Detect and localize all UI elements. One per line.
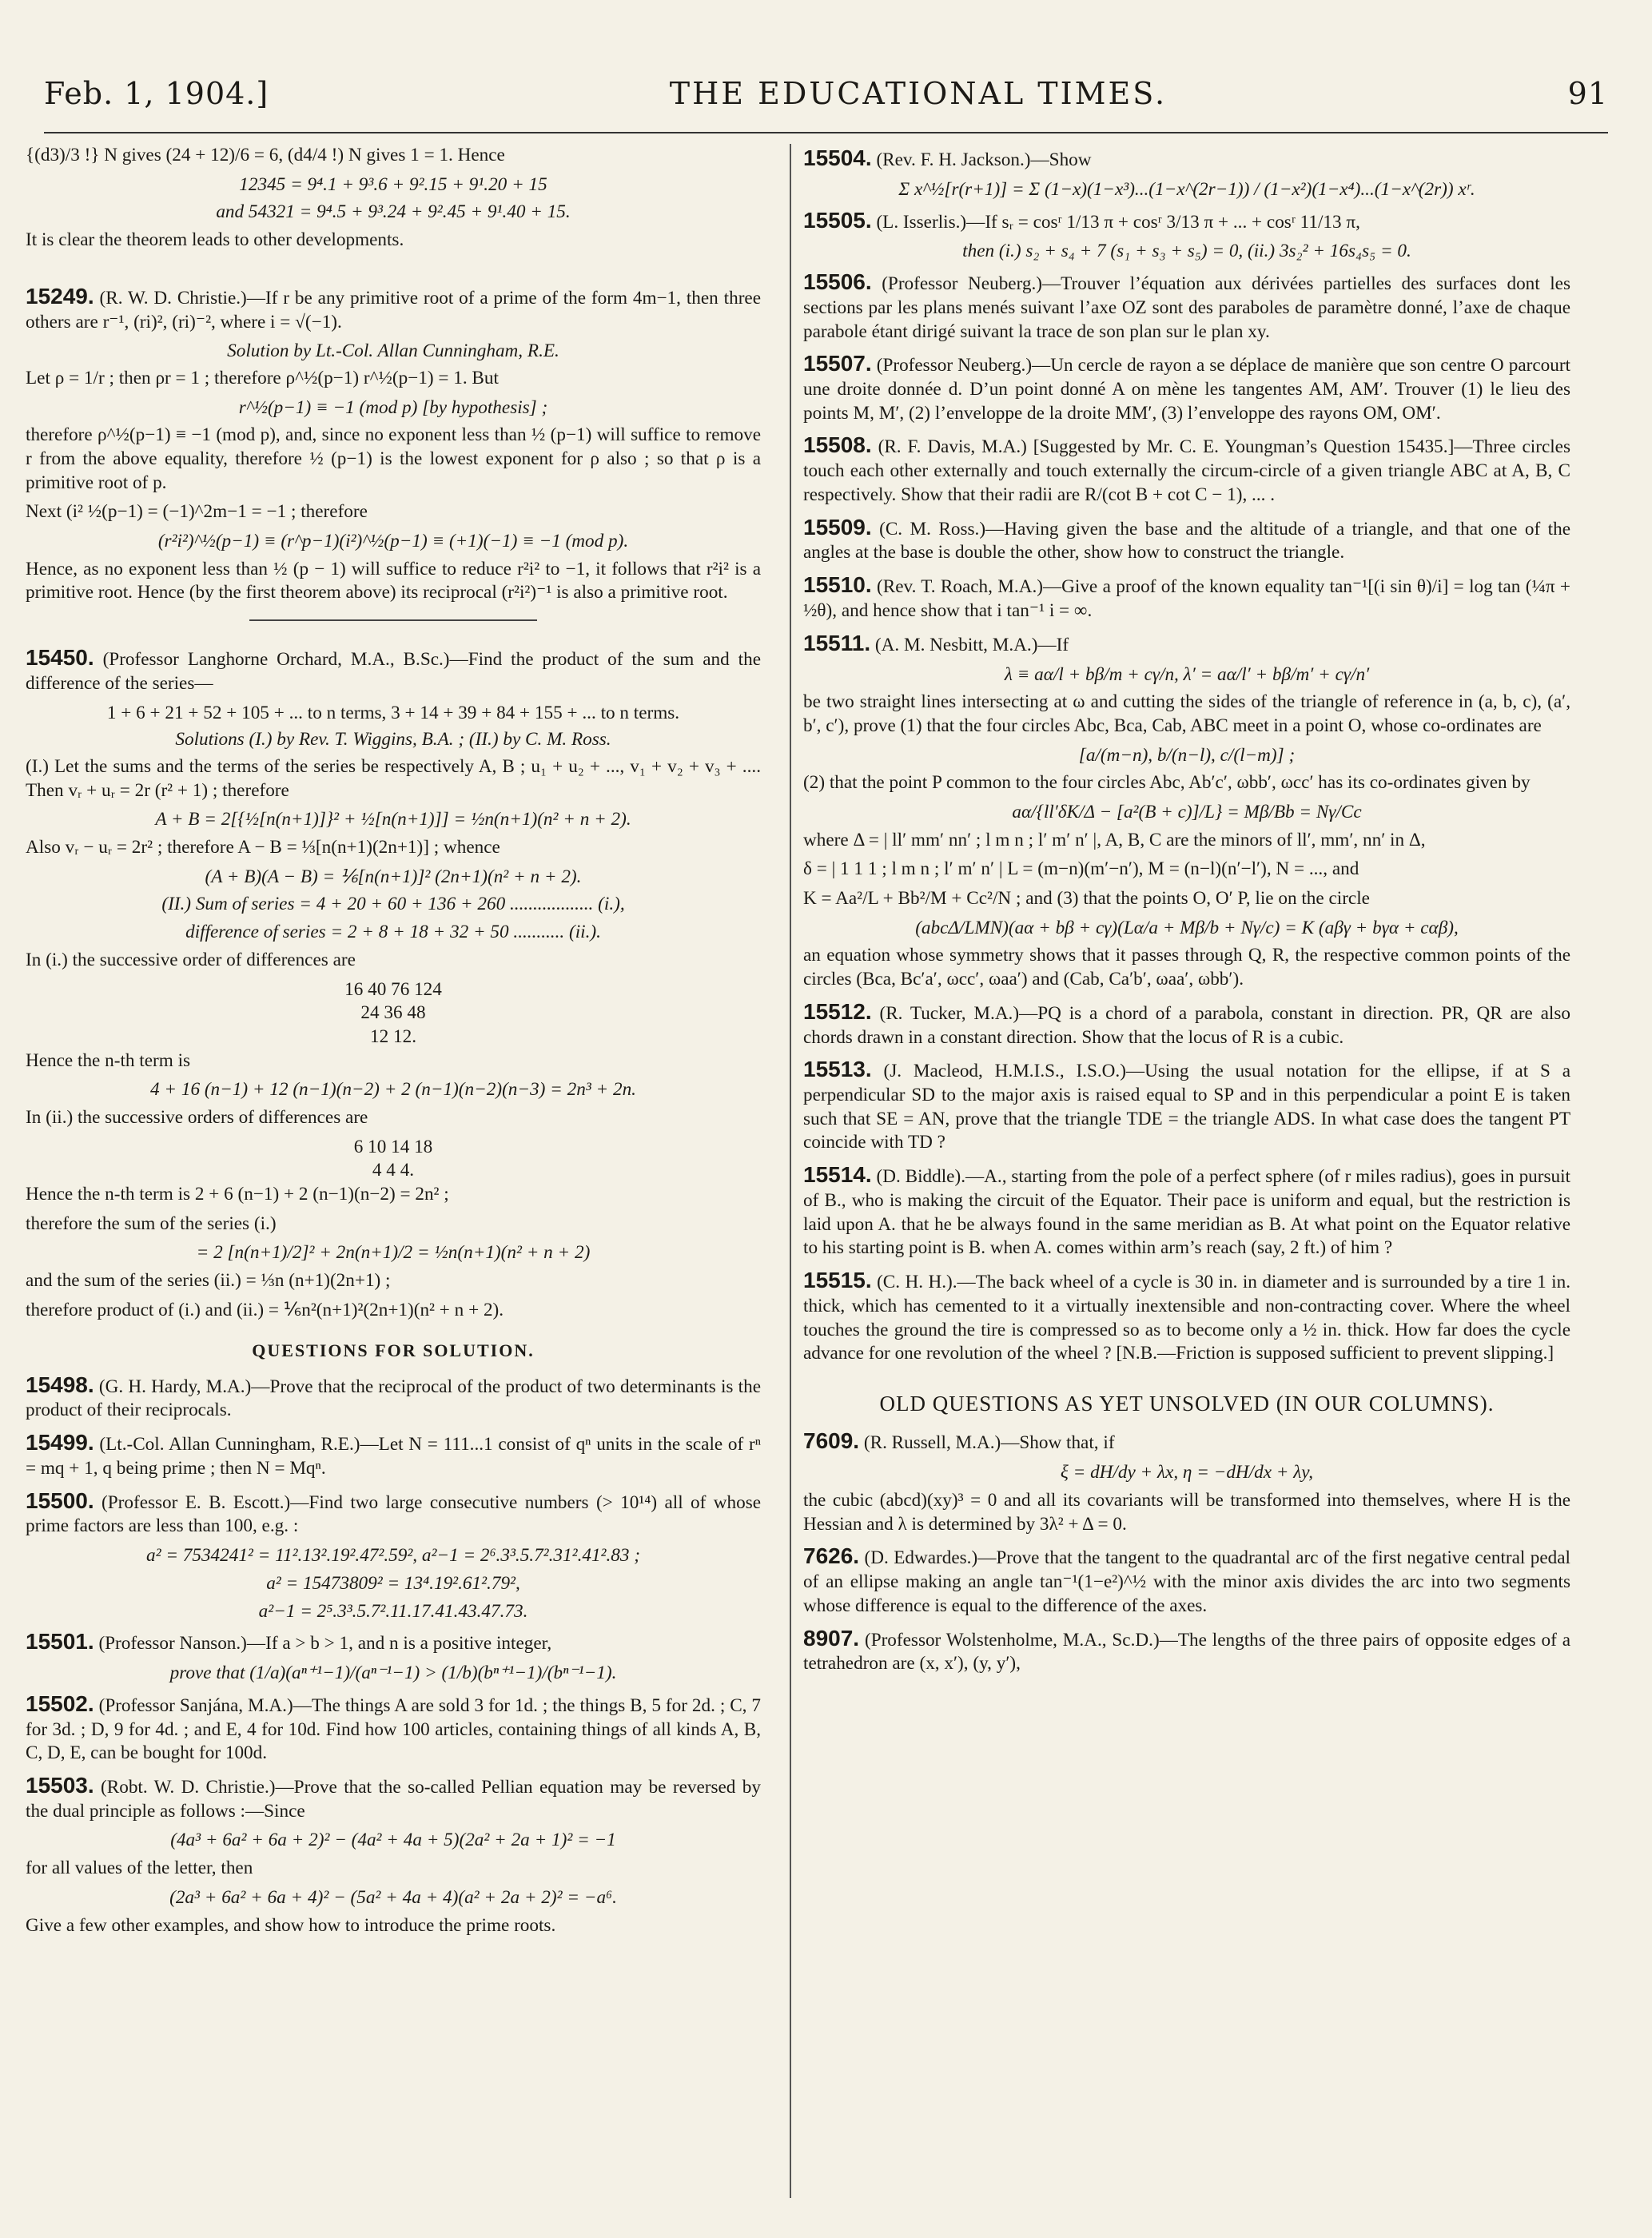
question-number: 15450. [26, 645, 94, 671]
question-number: 15498. [26, 1372, 94, 1397]
equation: 4 + 16 (n−1) + 12 (n−1)(n−2) + 2 (n−1)(n−2)(n−3) = 2n³ + 2n. [150, 1079, 636, 1101]
question-text: (Rev. F. H. Jackson.)—Show [876, 149, 1092, 170]
right-column [803, 144, 1570, 2206]
question-15450 [26, 643, 761, 696]
page-header [44, 76, 1608, 133]
question-8907 [803, 1624, 1570, 1677]
separator-rule [249, 619, 537, 621]
question-text: (Professor Neuberg.)—Un cercle de rayon a se déplace de manière que son centre O parcourt une droite donnée d. D’un point donné A on mène les tangentes AM, AM′. Trouver (1) le lieu des points M, M′, (2) l’enveloppe de la droite MM′, (3) l’enveloppe des rayons OM, OM′. [803, 355, 1570, 424]
question-15504 [803, 144, 1570, 173]
question-15501 [26, 1627, 761, 1656]
paragraph: In (i.) the successive order of differences are [26, 949, 356, 970]
equation: (II.) Sum of series = 4 + 20 + 60 + 136 + 260 .................. (i.), [161, 894, 625, 915]
question-text: (Professor Sanjána, M.A.)—The things A are sold 3 for 1d. ; the things B, 5 for 2d. ; C, 7 for 3d. ; D, 9 for 4d. ; and E, 4 for 10d. Find how 100 articles, containing things of all kinds A, B, C, D, E, can be bought for 100d. [26, 1694, 761, 1764]
question-15515 [803, 1266, 1570, 1366]
paragraph: for all values of the letter, then [26, 1858, 253, 1879]
equation: then (i.) s₂ + s₄ + 7 (s₁ + s₃ + s₅) = 0, (ii.) 3s₂² + 16s₄s₅ = 0. [962, 241, 1411, 262]
question-text: (Robt. W. D. Christie.)—Prove that the so-called Pellian equation may be reversed by the dual principle as follows :—Since [26, 1776, 761, 1822]
question-text: (C. H. H.).—The back wheel of a cycle is 30 in. in diameter and is surrounded by a tire 1 in. thick, which has cemented to it a virtually inextensible and non-contracting cover. Where the wheel touches the ground the tire is compressed so as to become only a ½ in. thick. How far does the cycle advance for one revolution of the wheel ? [N.B.—Friction is supposed sufficient to prevent slipping.] [803, 1272, 1570, 1364]
paragraph: Next (i² ½(p−1) = (−1)^2m−1 = −1 ; therefore [26, 501, 368, 523]
question-number: 15509. [803, 514, 872, 540]
question-text: (D. Edwardes.)—Prove that the tangent to the quadrantal arc of the first negative central pedal of an ellipse making an angle tan⁻¹(1−e²)^½ with the minor axis divides the arc into two segments whose difference is equal to the difference of the axes. [803, 1547, 1570, 1616]
left-column [26, 144, 761, 2206]
question-number: 15513. [803, 1057, 872, 1082]
equation: λ ≡ aα/l + bβ/m + cγ/n, λ′ = aα/l′ + bβ/m′ + cγ/n′ [1004, 663, 1370, 685]
paragraph: an equation whose symmetry shows that it passes through Q, R, the respective common points of the circles (Bca, Bc′a′, ωcc′, ωaa′) and (Cab, Ca′b′, ωaa′, ωbb′). [803, 945, 1570, 990]
paragraph: therefore ρ^½(p−1) ≡ −1 (mod p), and, since no exponent less than ½ (p−1) will suffice to remove r from the above equality, therefore ½ (p−1) is the lowest exponent for ρ also ; so that ρ is a primitive root of p. [26, 424, 761, 493]
paragraph: Also vᵣ − uᵣ = 2r² ; therefore A − B = ⅓[n(n+1)(2n+1)] ; whence [26, 837, 500, 858]
paragraph: {(d3)/3 !} N gives (24 + 12)/6 = 6, (d4/4 !) N gives 1 = 1. Hence [26, 145, 505, 165]
difference-row: 4 4 4. [372, 1160, 415, 1181]
question-15505 [803, 206, 1570, 235]
equation: Σ x^½[r(r+1)] = Σ (1−x)(1−x³)...(1−x^(2r−1)) / (1−x²)(1−x⁴)...(1−x^(2r)) xʳ. [898, 178, 1475, 200]
equation: r^½(p−1) ≡ −1 (mod p) [by hypothesis] ; [238, 396, 548, 418]
equation: difference of series = 2 + 8 + 18 + 32 + 50 ........... (ii.). [185, 922, 601, 943]
question-15500 [26, 1487, 761, 1539]
paragraph: Hence the n-th term is [26, 1049, 191, 1071]
question-text: (Professor Nanson.)—If a > b > 1, and n is a positive integer, [98, 1633, 552, 1655]
question-15499 [26, 1428, 761, 1481]
question-15513 [803, 1055, 1570, 1155]
question-text: (G. H. Hardy, M.A.)—Prove that the reciprocal of the product of two determinants is the product of their reciprocals. [26, 1376, 761, 1421]
equation: a²−1 = 2⁵.3³.5.7².11.17.41.43.47.73. [258, 1600, 528, 1622]
question-text: (Professor E. B. Escott.)—Find two large consecutive numbers (> 10¹⁴) all of whose prime factors are less than 100, e.g. : [26, 1491, 761, 1537]
question-number: 15507. [803, 351, 872, 376]
paragraph: and the sum of the series (ii.) = ⅓n (n+1)(2n+1) ; [26, 1270, 391, 1292]
question-15511 [803, 629, 1570, 658]
paragraph: Give a few other examples, and show how to introduce the prime roots. [26, 1914, 556, 1936]
equation: [a/(m−n), b/(n−l), c/(l−m)] ; [1078, 744, 1296, 766]
paragraph: Hence, as no exponent less than ½ (p − 1) will suffice to reduce r²i² to −1, it follows that r²i² is a primitive root. Hence (by the first theorem above) its reciprocal (r²i²)⁻¹ is also a primitive root. [26, 558, 761, 603]
header-date: Feb. 1, 1904.] [44, 76, 269, 111]
paragraph: δ = | 1 1 1 ; l m n ; l′ m′ n′ | L = (m−n)(m′−n′), M = (n−l)(n′−l′), N = ..., and [803, 858, 1359, 880]
equation: (4a³ + 6a² + 6a + 2)² − (4a² + 4a + 5)(2a² + 2a + 1)² = −1 [170, 1830, 616, 1851]
question-15503 [26, 1771, 761, 1824]
paragraph: (I.) Let the sums and the terms of the series be respectively A, B ; u₁ + u₂ + ..., v₁ + v₂ + v₃ + .... Then vᵣ + uᵣ = 2r (r² + 1) ; therefore [26, 756, 761, 801]
question-text: (Rev. T. Roach, M.A.)—Give a proof of the known equality tan⁻¹[(i sin θ)/i] = log tan (¼π + ½θ), and hence show that i tan⁻¹ i = ∞. [803, 576, 1570, 621]
solution-byline: Solutions (I.) by Rev. T. Wiggins, B.A. ; (II.) by C. M. Ross. [175, 729, 611, 751]
question-number: 15512. [803, 998, 872, 1024]
question-number: 15500. [26, 1487, 94, 1513]
solution-byline: Solution by Lt.-Col. Allan Cunningham, R.E. [227, 340, 559, 362]
question-text: (Lt.-Col. Allan Cunningham, R.E.)—Let N = 111...1 consist of qⁿ units in the scale of rⁿ = mq + 1, q being prime ; then N = Mqⁿ. [26, 1434, 761, 1479]
question-15512 [803, 998, 1570, 1050]
equation: (r²i²)^½(p−1) ≡ (r^p−1)(i²)^½(p−1) ≡ (+1)(−1) ≡ −1 (mod p). [157, 531, 629, 552]
question-15249 [26, 282, 761, 335]
question-number: 8907. [803, 1625, 860, 1651]
equation: (2a³ + 6a² + 6a + 4)² − (5a² + 4a + 4)(a² + 2a + 2)² = −a⁶. [169, 1886, 617, 1908]
equation: aα/{ll′δK/Δ − [a²(B + c)]/L} = Mβ/Bb = Nγ/Cc [1012, 801, 1362, 822]
section-heading: QUESTIONS FOR SOLUTION. [252, 1340, 535, 1361]
paragraph: Let ρ = 1/r ; then ρr = 1 ; therefore ρ^½(p−1) r^½(p−1) = 1. But [26, 367, 499, 388]
equation: a² = 15473809² = 13⁴.19².61².79², [266, 1572, 520, 1594]
paragraph: the cubic (abcd)(xy)³ = 0 and all its covariants will be transformed into themselves, where H is the Hessian and λ is determined by 3λ² + Δ = 0. [803, 1490, 1570, 1535]
difference-row: 24 36 48 [360, 1002, 426, 1024]
question-text: (R. W. D. Christie.)—If r be any primitive root of a prime of the form 4m−1, then three others are r⁻¹, (ri)², (ri)⁻², where i = √(−1). [26, 287, 761, 333]
question-15508 [803, 431, 1570, 507]
equation: (A + B)(A − B) = ⅙[n(n+1)]² (2n+1)(n² + n + 2). [205, 866, 582, 887]
question-15507 [803, 349, 1570, 425]
question-text: (D. Biddle).—A., starting from the pole of a perfect sphere (of r miles radius), goes in pursuit of B., who is making the circuit of the Equator. Their pace is uniform and equal, but the restriction is laid upon A. that he be always found in the same meridian as B. At what point on the Equator relative to his starting point is B. when A. comes within arm’s reach (say, 2 ft.) of him ? [803, 1166, 1570, 1259]
question-number: 15501. [26, 1629, 94, 1655]
question-15514 [803, 1161, 1570, 1260]
question-15509 [803, 513, 1570, 566]
question-text: (R. Russell, M.A.)—Show that, if [863, 1432, 1115, 1454]
difference-row: 12 12. [370, 1025, 416, 1047]
paragraph: It is clear the theorem leads to other developments. [26, 229, 404, 251]
question-text: (C. M. Ross.)—Having given the base and the altitude of a triangle, and that one of the angles at the base is double the other, show how to construct the triangle. [803, 518, 1570, 563]
question-number: 7626. [803, 1543, 860, 1569]
question-15510 [803, 571, 1570, 623]
equation: 12345 = 9⁴.1 + 9³.6 + 9².15 + 9¹.20 + 15 [239, 173, 547, 195]
difference-row: 6 10 14 18 [353, 1136, 433, 1157]
paragraph: (2) that the point P common to the four circles Abc, Ab′c′, ωbb′, ωcc′ has its co-ordinates given by [803, 772, 1531, 794]
equation: = 2 [n(n+1)/2]² + 2n(n+1)/2 = ½n(n+1)(n² + n + 2) [196, 1242, 591, 1264]
question-number: 7609. [803, 1428, 860, 1454]
question-text: (Professor Langhorne Orchard, M.A., B.Sc.)—Find the product of the sum and the difference of the series— [26, 649, 761, 694]
question-text: (Professor Neuberg.)—Trouver l’équation aux dérivées partielles des surfaces dont les sections par les plans menés suivant l’axe OZ sont des paraboles de paramètre donné, l’axe de chaque parabole étant dirigé suivant la trace de son plan sur le plan xy. [803, 273, 1570, 342]
equation: ξ = dH/dy + λx, η = −dH/dx + λy, [1060, 1462, 1314, 1483]
question-text: (L. Isserlis.)—If sᵣ = cosʳ 1/13 π + cosʳ 3/13 π + ... + cosʳ 11/13 π, [876, 211, 1360, 233]
paragraph: Hence the n-th term is 2 + 6 (n−1) + 2 (n−1)(n−2) = 2n² ; [26, 1184, 449, 1205]
difference-row: 16 40 76 124 [344, 978, 442, 1000]
question-number: 15515. [803, 1268, 872, 1293]
paragraph: therefore the sum of the series (i.) [26, 1213, 277, 1234]
equation: a² = 7534241² = 11².13².19².47².59², a²−1 = 2⁶.3³.5.7².31².41².83 ; [145, 1545, 641, 1567]
series-line: 1 + 6 + 21 + 52 + 105 + ... to n terms, 3 + 14 + 39 + 84 + 155 + ... to n terms. [106, 702, 680, 723]
question-number: 15502. [26, 1690, 94, 1716]
column-divider [790, 144, 791, 2198]
question-number: 15508. [803, 432, 872, 458]
question-text: (J. Macleod, H.M.I.S., I.S.O.)—Using the usual notation for the ellipse, if at S a perpendicular SD to the major axis is raised equal to SP and in this perpendicular a point E is taken such that SE = AN, prove that the triangle TDE = the triangle ADS. In what case does the tangent PT coincide with TD ? [803, 1061, 1570, 1153]
journal-title: THE EDUCATIONAL TIMES. [669, 76, 1168, 111]
question-text: (R. F. Davis, M.A.) [Suggested by Mr. C. E. Youngman’s Question 15435.]—Three circles touch each other externally and touch externally the circum-circle of a given triangle ABC at A, B, C respectively. Show that their radii are R/(cot B + cot C − 1), ... . [803, 436, 1570, 505]
equation: prove that (1/a)(aⁿ⁺¹−1)/(aⁿ⁻¹−1) > (1/b)(bⁿ⁺¹−1)/(bⁿ⁻¹−1). [169, 1663, 617, 1684]
section-heading-old-questions: OLD QUESTIONS AS YET UNSOLVED (IN OUR COLUMNS). [879, 1391, 1495, 1416]
question-15506 [803, 268, 1570, 344]
page-number: 91 [1567, 76, 1608, 111]
question-number: 15499. [26, 1430, 94, 1455]
equation: and 54321 = 9⁴.5 + 9³.24 + 9².45 + 9¹.40 + 15. [216, 201, 571, 223]
question-number: 15514. [803, 1162, 872, 1188]
question-text: (R. Tucker, M.A.)—PQ is a chord of a parabola, constant in direction. PR, QR are also chords drawn in a constant direction. Show that the locus of R is a cubic. [803, 1002, 1570, 1048]
question-text: (A. M. Nesbitt, M.A.)—If [874, 634, 1069, 655]
question-number: 15249. [26, 283, 94, 309]
paragraph: In (ii.) the successive orders of differences are [26, 1106, 368, 1128]
question-number: 15506. [803, 269, 872, 295]
question-number: 15505. [803, 207, 872, 233]
question-number: 15511. [803, 630, 871, 655]
paragraph: where Δ = | ll′ mm′ nn′ ; l m n ; l′ m′ n′ |, A, B, C are the minors of ll′, mm′, nn′ in Δ, [803, 829, 1426, 850]
paragraph: K = Aa²/L + Bb²/M + Cc²/N ; and (3) that the points O, O′ P, lie on the circle [803, 888, 1370, 909]
question-15502 [26, 1690, 761, 1766]
question-number: 15510. [803, 572, 872, 598]
question-text: (Professor Wolstenholme, M.A., Sc.D.)—The lengths of the three pairs of opposite edges of a tetrahedron are (x, x′), (y, y′), [803, 1629, 1570, 1675]
paragraph: be two straight lines intersecting at ω and cutting the sides of the triangle of reference in (a, b, c), (a′, b′, c′), prove (1) that the four circles Abc, Bca, Cab, ABC meet in a point O, whose co-ordinates are [803, 691, 1570, 736]
equation: (abcΔ/LMN)(aα + bβ + cγ)(Lα/a + Mβ/b + Nγ/c) = K (aβγ + bγα + cαβ), [915, 917, 1459, 938]
paragraph: therefore product of (i.) and (ii.) = ⅙n²(n+1)²(2n+1)(n² + n + 2). [26, 1299, 504, 1320]
question-7626 [803, 1542, 1570, 1618]
question-number: 15504. [803, 145, 872, 170]
question-15498 [26, 1371, 761, 1424]
equation: A + B = 2[{½[n(n+1)]}² + ½[n(n+1)]] = ½n(n+1)(n² + n + 2). [155, 809, 631, 830]
question-number: 15503. [26, 1772, 94, 1798]
question-7609 [803, 1427, 1570, 1455]
